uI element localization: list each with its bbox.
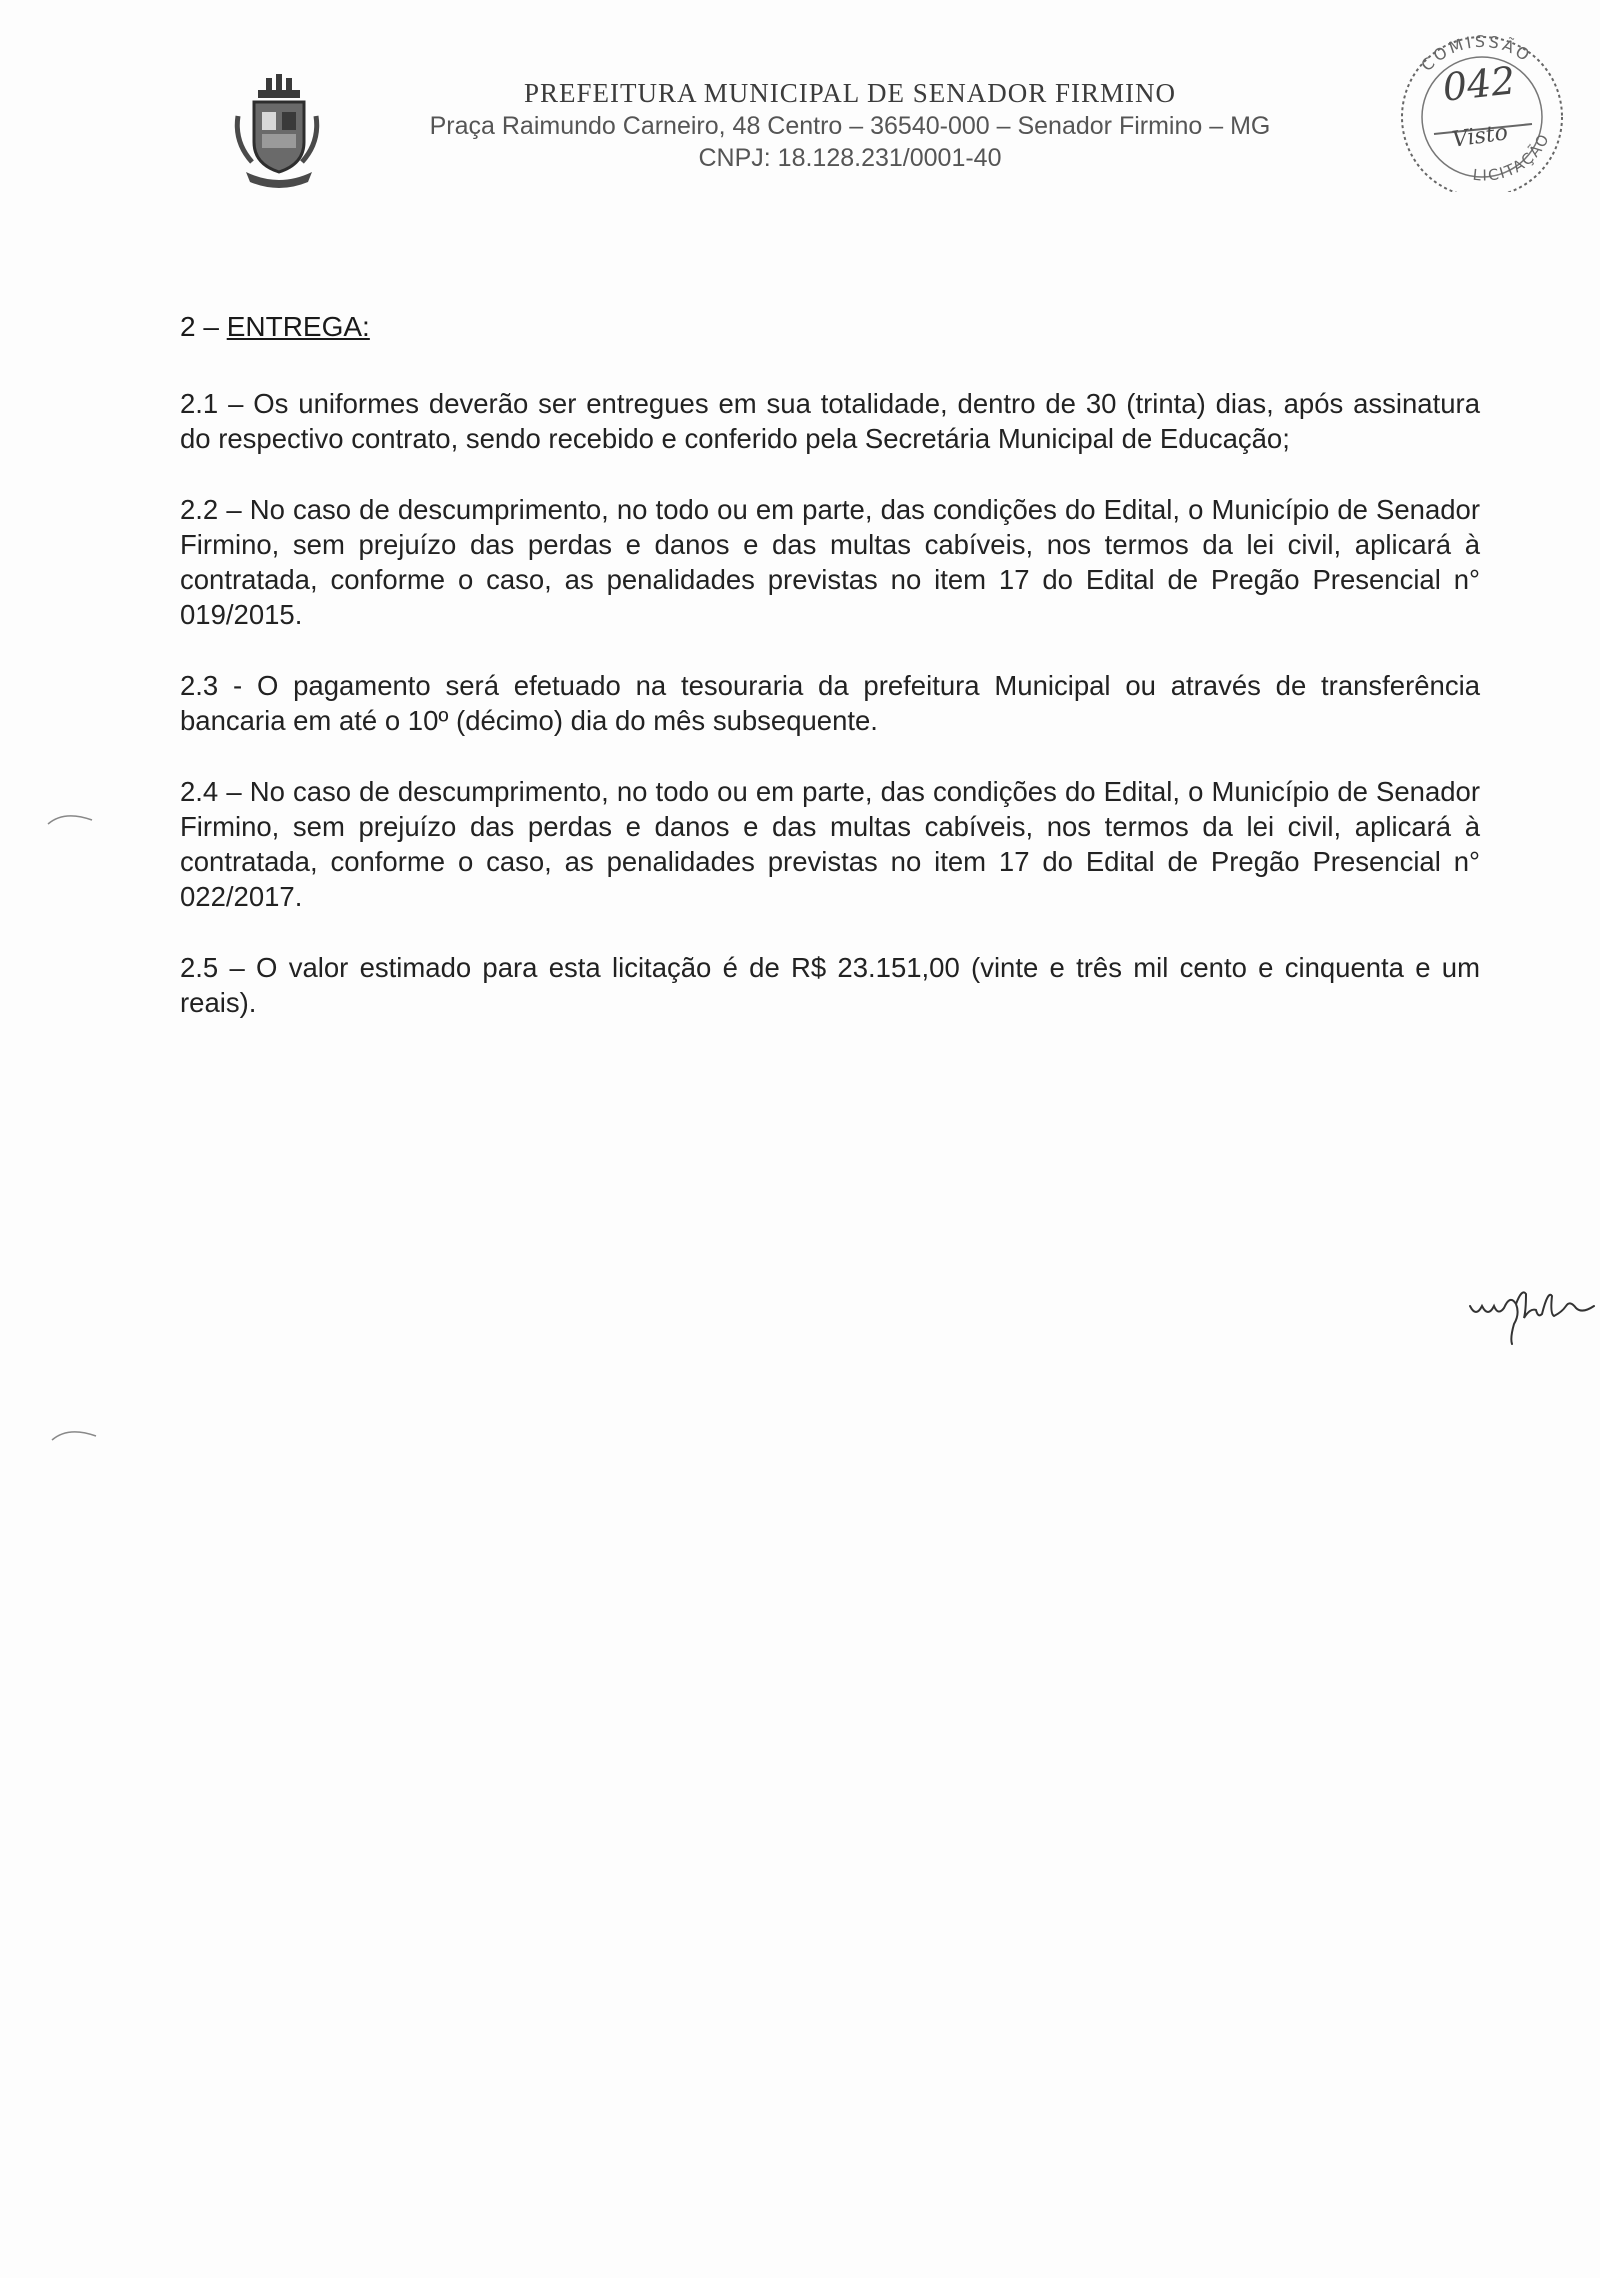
stamp-top-text: COMISSÃO xyxy=(1417,31,1536,75)
margin-mark xyxy=(46,808,96,828)
clause-2-2: 2.2 – No caso de descumprimento, no todo ou em parte, das condições do Edital, o Município de Senador Firmino, sem prejuízo das perdas e danos e das multas cabíveis, nos termos da lei civil, aplicará à contratada, conforme o caso, as penalidades previstas no item 17 do Edital de Pregão Presencial n° 019/2015. xyxy=(180,494,1480,630)
clause-2-4: 2.4 – No caso de descumprimento, no todo ou em parte, das condições do Edital, o Município de Senador Firmino, sem prejuízo das perdas e danos e das multas cabíveis, nos termos da lei civil, aplicará à contratada, conforme o caso, as penalidades previstas no item 17 do Edital de Pregão Presencial n° 022/2017. xyxy=(180,776,1480,912)
document-body xyxy=(180,310,1480,1056)
stamp-bottom-text: LICITAÇÃO xyxy=(1471,129,1554,185)
clause-2-1: 2.1 – Os uniformes deverão ser entregues em sua totalidade, dentro de 30 (trinta) dias, após assinatura do respectivo contrato, sendo recebido e conferido pela Secretária Municipal de Educação; xyxy=(180,388,1480,454)
section-heading xyxy=(180,310,1480,344)
margin-mark xyxy=(50,1424,100,1444)
letterhead-cnpj: CNPJ: 18.128.231/0001-40 xyxy=(698,144,1002,172)
letterhead xyxy=(330,76,1370,174)
handwritten-initials xyxy=(1466,1280,1600,1350)
municipal-crest-icon xyxy=(232,72,322,192)
clause-2-5: 2.5 – O valor estimado para esta licitação é de R$ 23.151,00 (vinte e três mil cento e cinquenta e um reais). xyxy=(180,952,1480,1018)
section-number: 2 – xyxy=(180,311,227,342)
letterhead-title: PREFEITURA MUNICIPAL DE SENADOR FIRMINO xyxy=(523,78,1177,108)
letterhead-address: Praça Raimundo Carneiro, 48 Centro – 36540-000 – Senador Firmino – MG xyxy=(429,112,1271,140)
commission-stamp xyxy=(1382,22,1582,192)
stamp-visto-signature: Visto xyxy=(1450,120,1510,153)
page-number-stamp: 042 xyxy=(1440,58,1518,110)
section-title: ENTREGA: xyxy=(226,311,370,342)
clause-2-3: 2.3 - O pagamento será efetuado na tesouraria da prefeitura Municipal ou através de transferência bancaria em até o 10º (décimo) dia do mês subsequente. xyxy=(180,670,1480,736)
